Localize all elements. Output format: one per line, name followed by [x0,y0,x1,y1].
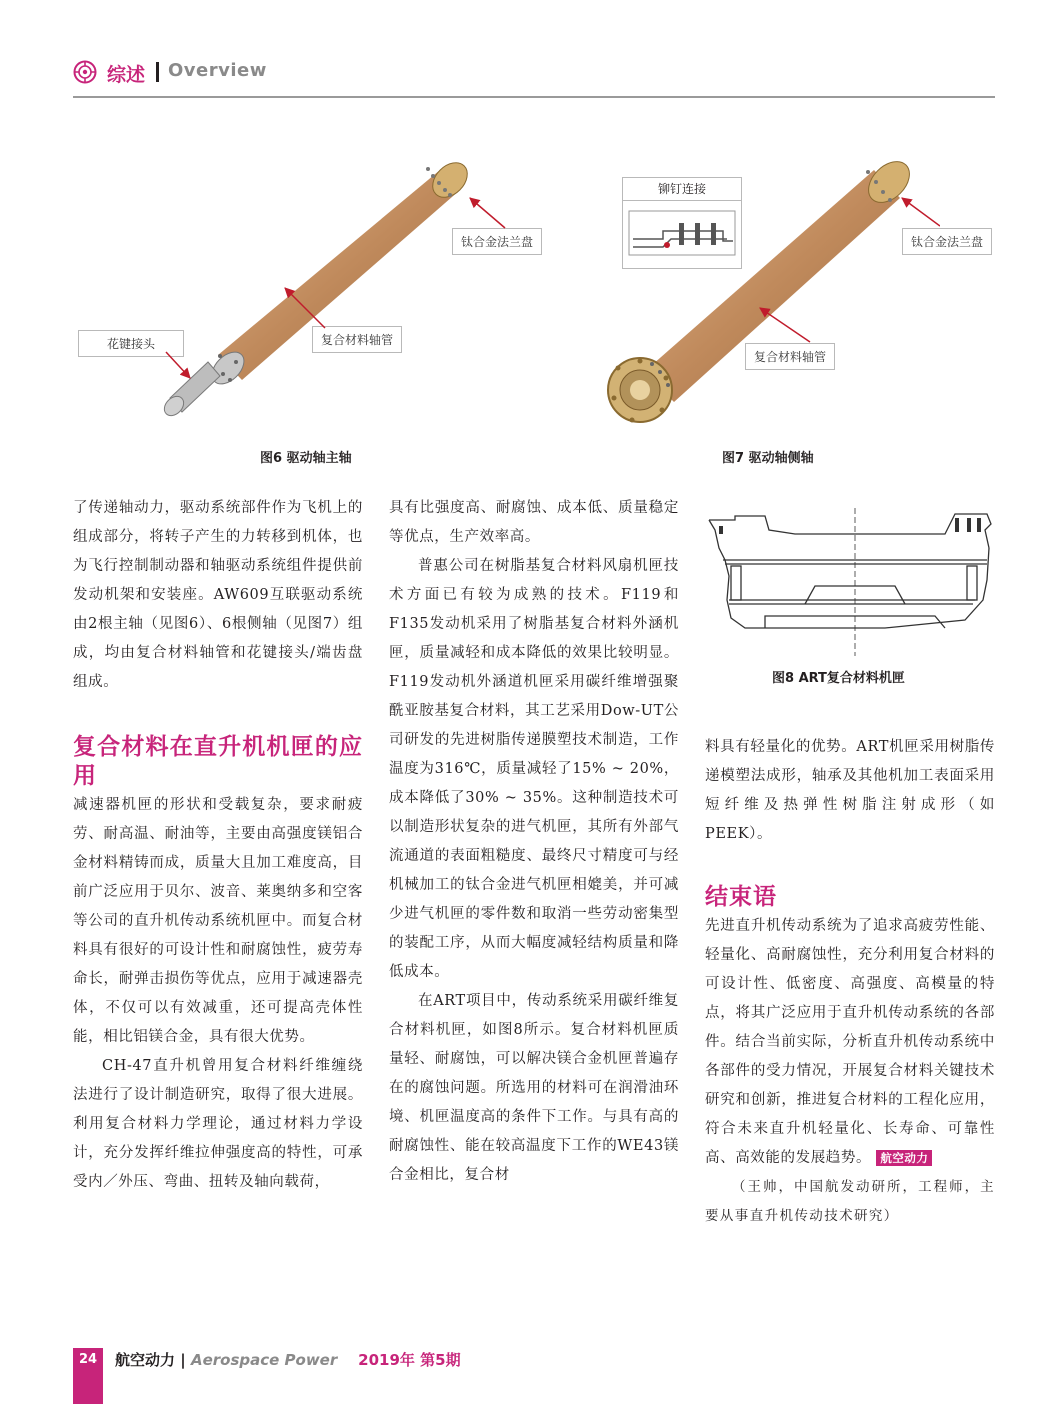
journal-name-en: Aerospace Power [190,1351,338,1369]
end-badge: 航空动力 [876,1150,932,1166]
conclusion-text: 先进直升机传动系统为了追求高疲劳性能、轻量化、高耐腐蚀性，充分利用复合材料的可设计性、低密度、高强度、高模量的特点，将其广泛应用于直升机传动系统的各部件。结合当前实际，分析直升机传动系统中各部件的受力情况，开展复合材料关键技术研究和创新，推进复合材料的工程化应用，符合未来直升机轻量化、长寿命、可靠性高、高效能的发展趋势。 [705,918,995,1166]
fig7-callout-arrows [740,190,940,360]
col2-paragraph-3: 在ART项目中，传动系统采用碳纤维复合材料机匣，如图8所示。复合材料机匣质量轻、耐腐蚀，可以解决镁合金机匣普遍存在的腐蚀问题。所选用的材料可在润滑油环境、机匣温度高的条件下工作。与具有高的耐腐蚀性、能在较高温度下工作的WE43镁合金相比，复合材 [389,993,679,1183]
figure-8-caption: 图8 ART复合材料机匣 [772,671,905,686]
journal-logo-icon [73,60,97,84]
header-divider [156,62,159,82]
figure-7-caption: 图7 驱动轴侧轴 [722,451,814,466]
figure-6-caption: 图6 驱动轴主轴 [260,451,352,466]
footer-separator: | [180,1351,186,1369]
footer-journal [115,1349,461,1370]
page-header [73,58,995,88]
col2-paragraph-1: 具有比强度高、耐腐蚀、成本低、质量稳定等优点，生产效率高。 [389,500,679,545]
col1-section-heading: 复合材料在直升机机匣的应用 [73,734,363,789]
rivet-detail-drawing [623,201,741,267]
figure-8-image [705,500,995,660]
col3-paragraph-1: 料具有轻量化的优势。ART机匣采用树脂传递模塑法成形，轴承及其他机加工表面采用短纤维及热弹性树脂注射成形（如PEEK）。 [705,739,995,842]
col1-paragraph-3: CH-47直升机曾用复合材料纤维缠绕法进行了设计制造研究，取得了很大进展。利用复合材料力学理论，通过材料力学设计，充分发挥纤维拉伸强度高的特性，可承受内／外压、弯曲、扭转及轴向载荷， [73,1058,363,1190]
col3-paragraph-2 [705,912,995,1173]
column-2 [389,494,679,1190]
page-number: 24 [78,1352,98,1367]
journal-name-cn: 航空动力 [115,1351,176,1369]
fig7-label-flange: 钛合金法兰盘 [902,228,992,255]
column-1 [73,494,363,1197]
author-note: （王帅，中国航发动研所，工程师，主要从事直升机传动技术研究） [705,1179,995,1224]
fig6-callout-arrows [150,180,550,410]
fig6-label-spline: 花键接头 [78,330,184,357]
col2-paragraph-2: 普惠公司在树脂基复合材料风扇机匣技术方面已有较为成熟的技术。F119和F135发动机采用了树脂基复合材料外涵机匣，质量减轻和成本降低的效果比较明显。F119发动机外涵道机匣采用碳纤维增强聚酰亚胺基复合材料，其工艺采用Dow-UT公司研发的先进树脂传递膜塑技术制造，工作温度为316℃，质量减轻了15% ~ 20%，成本降低了30% ~ 35%。这种制造技术可以制造形状复杂的进气机匣，其所有外部气流通道的表面粗糙度、最终尺寸精度可与经机械加工的钛合金进气机匣相媲美，并可减少进气机匣的零件数和取消一些劳动密集型的装配工序，从而大幅度减轻结构质量和降低成本。 [389,558,679,980]
fig7-label-tube: 复合材料轴管 [745,343,835,370]
header-rule [73,96,995,98]
issue-label: 2019年 第5期 [358,1351,461,1369]
fig7-rivet-inset [622,177,742,269]
fig6-label-flange: 钛合金法兰盘 [452,228,542,255]
col3-section-heading: 结束语 [705,884,777,910]
fig6-label-tube: 复合材料轴管 [312,326,402,353]
section-title-cn: 综述 [107,64,146,86]
fig7-label-rivet: 铆钉连接 [623,178,741,201]
col1-paragraph-2: 减速器机匣的形状和受载复杂，要求耐疲劳、耐高温、耐油等，主要由高强度镁铝合金材料精铸而成，质量大且加工难度高，目前广泛应用于贝尔、波音、莱奥纳多和空客等公司的直升机传动系统机匣中。而复合材料具有很好的可设计性和耐腐蚀性，疲劳寿命长，耐弹击损伤等优点，应用于减速器壳体，不仅可以有效减重，还可提高壳体性能，相比铝镁合金，具有很大优势。 [73,797,363,1045]
section-title-en: Overview [168,60,267,81]
column-3 [705,733,995,1231]
col1-paragraph-1: 了传递轴动力，驱动系统部件作为飞机上的组成部分，将转子产生的力转移到机体，也为飞行控制制动器和轴驱动系统组件提供前发动机架和安装座。AW609互联驱动系统由2根主轴（见图6）、6根侧轴（见图7）组成，均由复合材料轴管和花键接头/端齿盘组成。 [73,500,363,690]
